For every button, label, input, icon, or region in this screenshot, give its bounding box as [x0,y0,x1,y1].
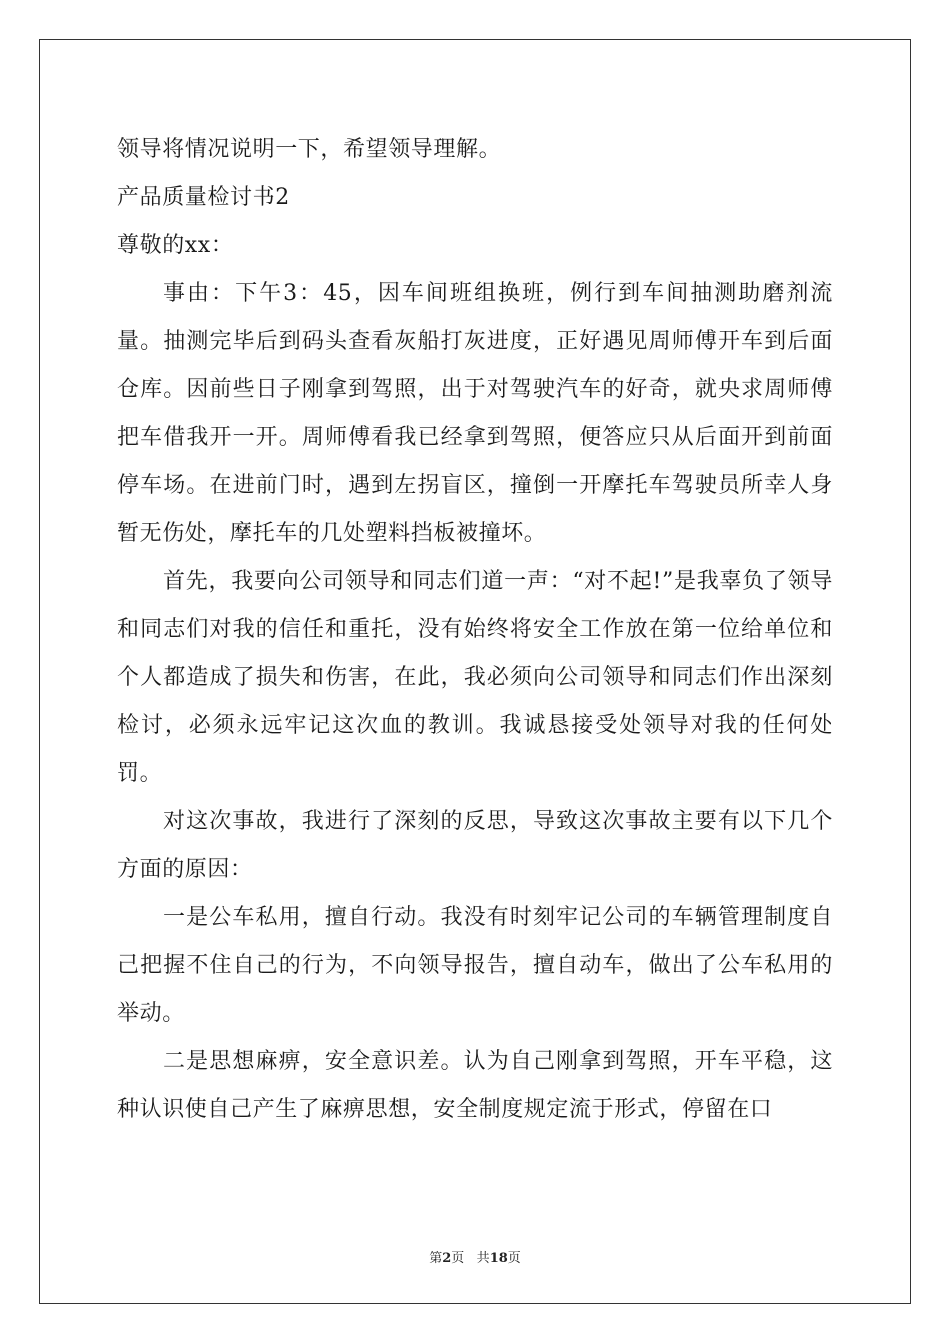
paragraph-apology: 首先，我要向公司领导和同志们道一声：“对不起!”是我辜负了领导和同志们对我的信任和重托，没有始终将安全工作放在第一位给单位和个人都造成了损失和伤害，在此，我必须向公司领导和同志们作出深刻检讨，必须永远牢记这次血的教训。我诚恳接受处领导对我的任何处罚。 [117,569,833,786]
paragraph-reason-two: 二是思想麻痹，安全意识差。认为自己刚拿到驾照，开车平稳，这种认识使自己产生了麻痹思想，安全制度规定流于形式，停留在口 [117,1049,833,1122]
footer-total-suffix: 页 [507,1251,521,1266]
footer-total-prefix: 共 [476,1251,490,1266]
footer-prefix: 第 [429,1251,443,1266]
total-page-number: 18 [489,1251,508,1266]
footer-page-word: 页 [451,1251,465,1266]
paragraph-reflection: 对这次事故，我进行了深刻的反思，导致这次事故主要有以下几个方面的原因： [117,809,833,882]
paragraph-incident: 事由：下午3：45，因车间班组换班，例行到车间抽测助磨剂流量。抽测完毕后到码头查看灰船打灰进度，正好遇见周师傅开车到后面仓库。因前些日子刚拿到驾照，出于对驾驶汽车的好奇，就央求周师傅把车借我开一开。周师傅看我已经拿到驾照，便答应只从后面开到前面停车场。在进前门时，遇到左拐盲区，撞倒一开摩托车驾驶员所幸人身暂无伤处，摩托车的几处塑料挡板被撞坏。 [117,281,833,546]
document-body [117,126,833,1134]
page-footer [0,1247,950,1266]
document-title: 产品质量检讨书2 [117,185,290,210]
salutation: 尊敬的xx： [117,233,234,258]
paragraph-reason-one: 一是公车私用，擅自行动。我没有时刻牢记公司的车辆管理制度自己把握不住自己的行为，不向领导报告，擅自动车，做出了公车私用的举动。 [117,905,833,1026]
current-page-number: 2 [442,1251,452,1266]
text-line-closing: 领导将情况说明一下，希望领导理解。 [117,137,502,162]
